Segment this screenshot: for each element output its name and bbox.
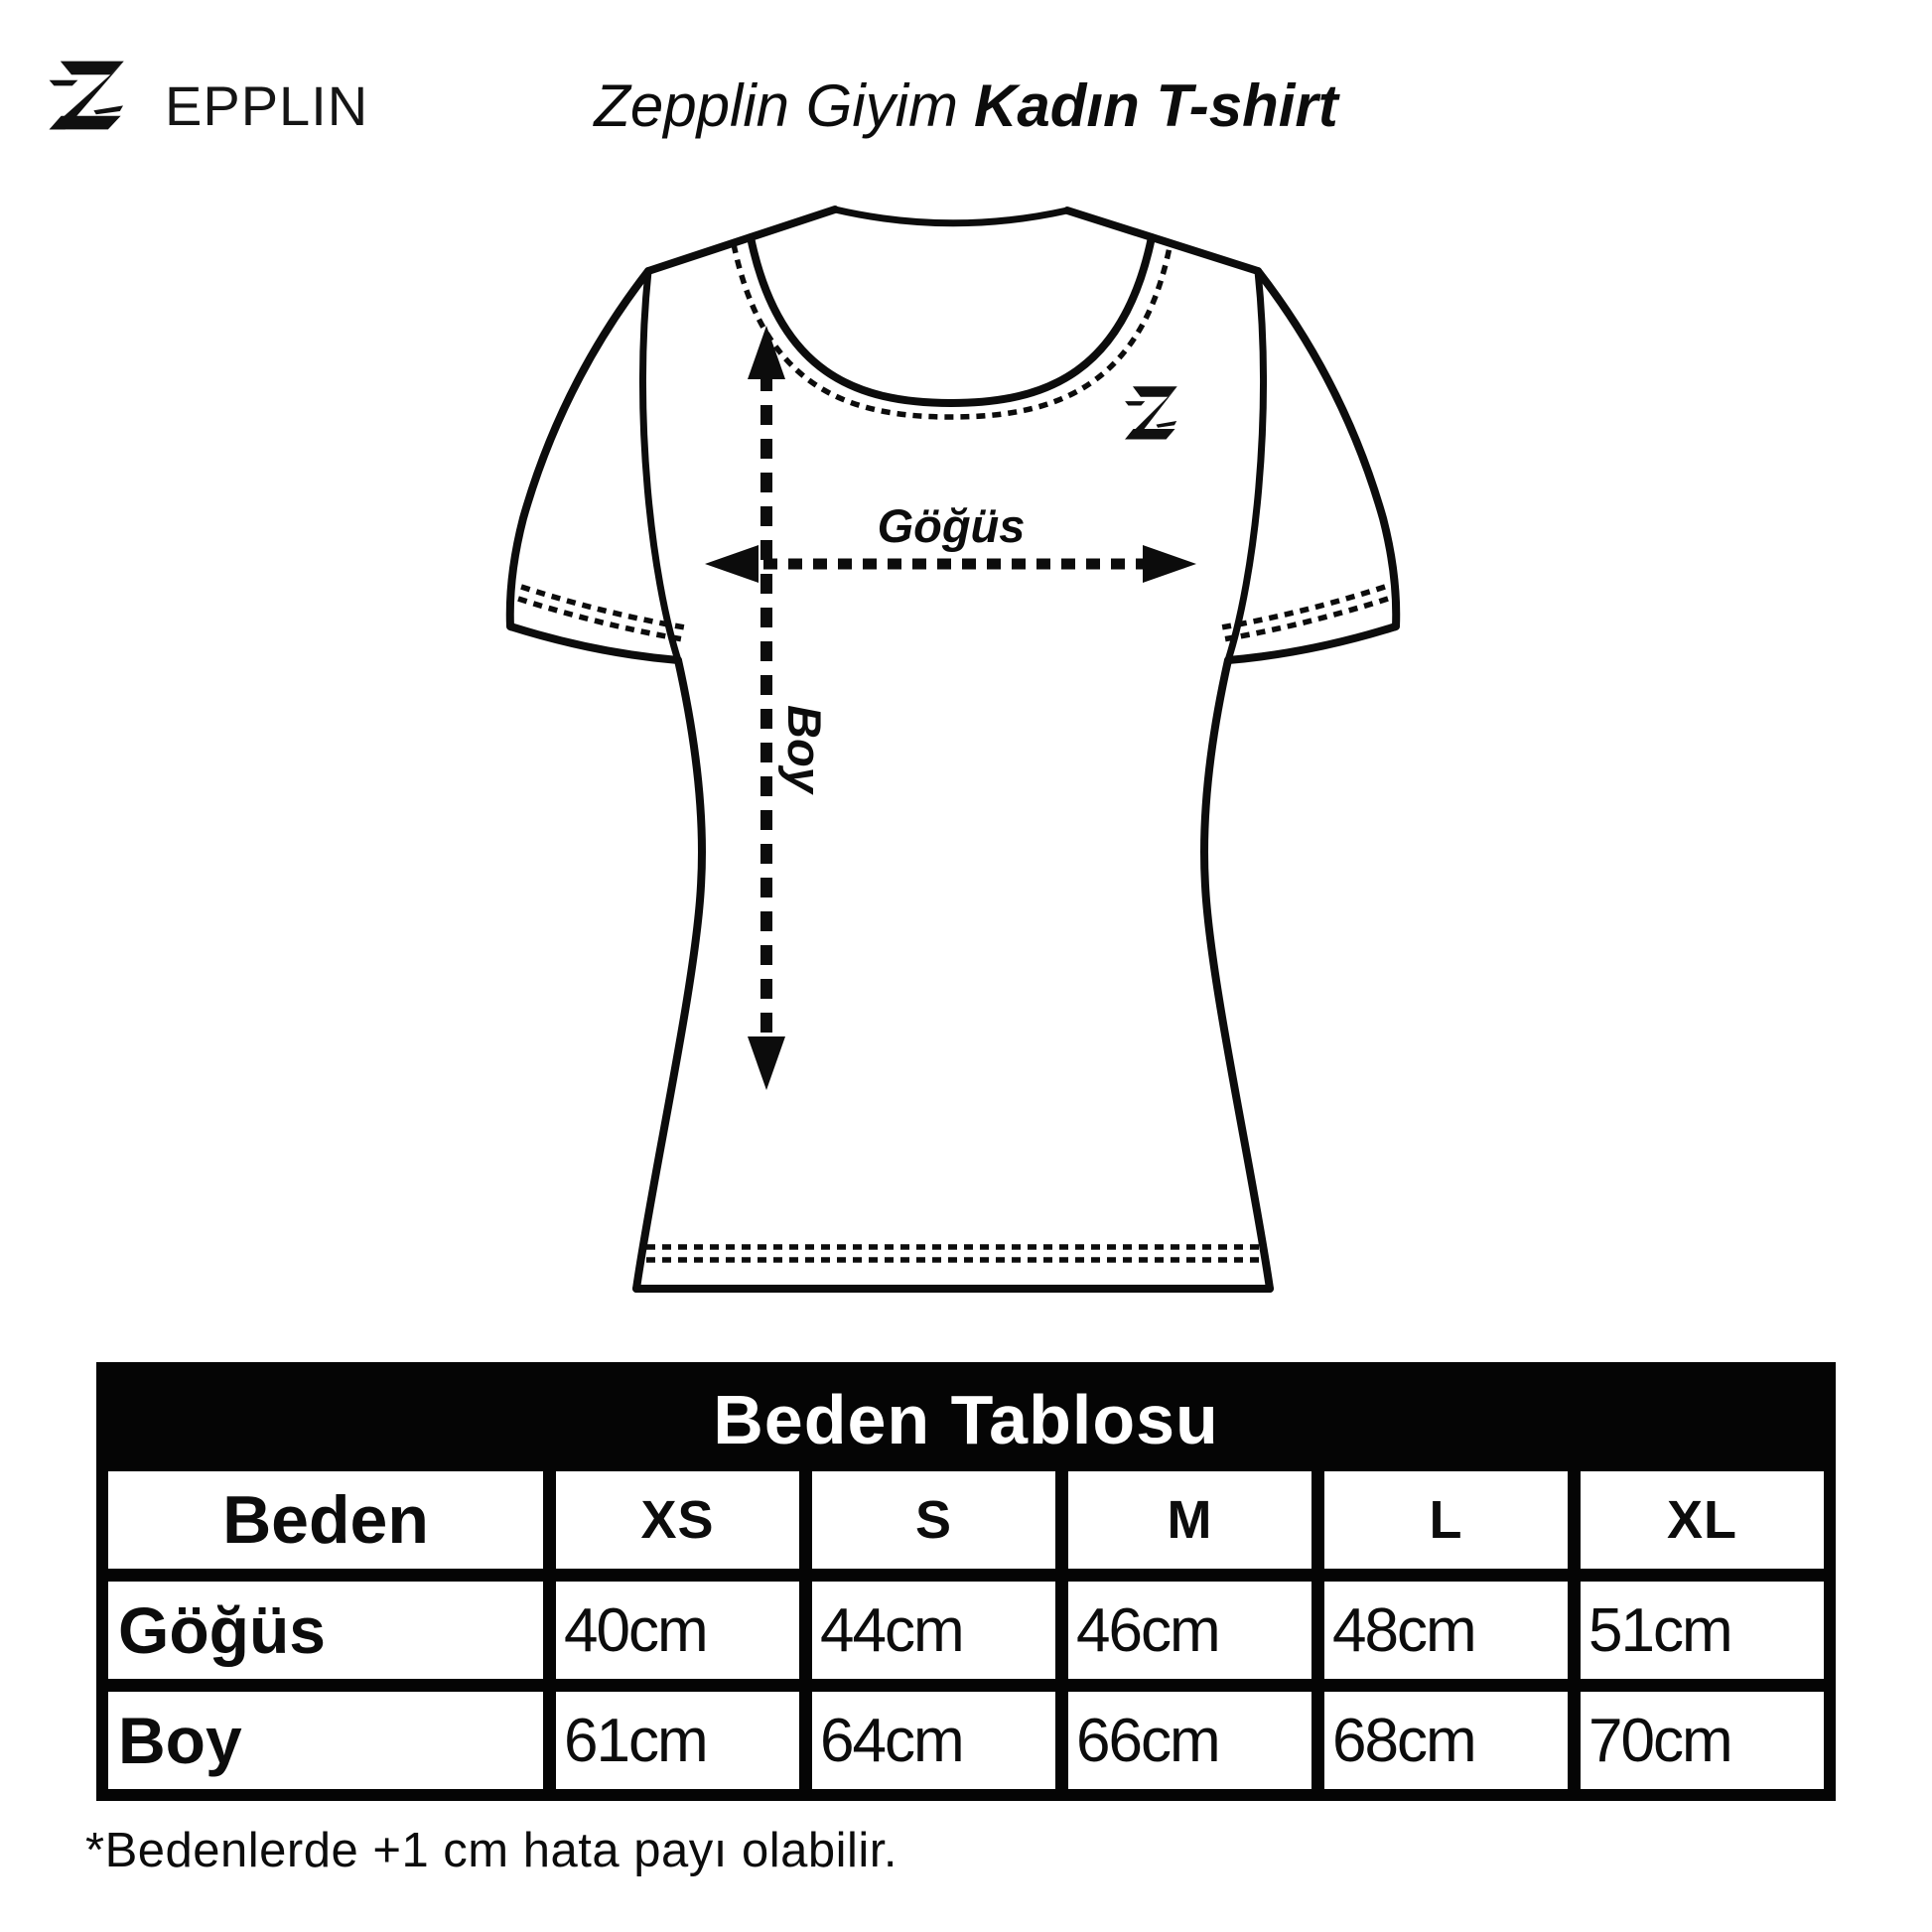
title-brand-part: Zepplin Giyim <box>594 72 959 139</box>
table-cell-length-xs: 61cm <box>556 1692 799 1789</box>
chest-z-top-bar <box>1133 386 1177 397</box>
table-header-xs: XS <box>556 1471 799 1569</box>
table-cell-length-xl: 70cm <box>1581 1692 1824 1789</box>
tshirt-measurement-diagram <box>0 149 1932 1390</box>
table-header-l: L <box>1324 1471 1568 1569</box>
table-cell-chest-m: 46cm <box>1068 1582 1311 1679</box>
chest-measure-label: Göğüs <box>877 499 1026 552</box>
chest-z-logo-icon <box>1125 386 1177 439</box>
size-table <box>96 1362 1836 1801</box>
sleeve-cuff-stitch-lines <box>518 587 1388 639</box>
chest-z-bottom-accent <box>1156 421 1176 428</box>
table-cell-length-m: 66cm <box>1068 1692 1311 1789</box>
size-table-grid <box>108 1471 1824 1789</box>
table-cell-chest-s: 44cm <box>812 1582 1055 1679</box>
table-header-xl: XL <box>1581 1471 1824 1569</box>
page-title <box>0 73 1932 139</box>
chest-z-bottom-bar <box>1125 429 1174 440</box>
body-left-outline <box>636 660 702 1289</box>
length-measure-label: Boy <box>778 705 831 793</box>
collar-stitch-line <box>734 242 1171 417</box>
back-neckline <box>835 209 1067 223</box>
table-header-m: M <box>1068 1471 1311 1569</box>
length-arrow-head-bottom <box>748 1036 785 1090</box>
table-cell-length-l: 68cm <box>1324 1692 1568 1789</box>
body-right-outline <box>1204 660 1270 1289</box>
chest-arrow-head-left <box>705 545 759 583</box>
table-cell-length-s: 64cm <box>812 1692 1055 1789</box>
table-header-beden: Beden <box>108 1471 543 1569</box>
size-tolerance-note: *Bedenlerde +1 cm hata payı olabilir. <box>85 1824 897 1877</box>
brand-wordmark: EPPLIN <box>165 74 369 137</box>
title-product-part: Kadın T-shirt <box>974 72 1338 139</box>
bottom-hem-stitch-lines <box>646 1247 1261 1260</box>
armhole-seams <box>643 271 1264 660</box>
chest-arrow-head-right <box>1143 545 1196 583</box>
size-table-title: Beden Tablosu <box>713 1381 1219 1458</box>
table-row-length-label: Boy <box>108 1692 543 1789</box>
table-cell-chest-l: 48cm <box>1324 1582 1568 1679</box>
table-cell-chest-xl: 51cm <box>1581 1582 1824 1679</box>
chest-z-top-accent <box>1125 401 1145 405</box>
table-header-s: S <box>812 1471 1055 1569</box>
table-cell-chest-xs: 40cm <box>556 1582 799 1679</box>
table-row-chest-label: Göğüs <box>108 1582 543 1679</box>
